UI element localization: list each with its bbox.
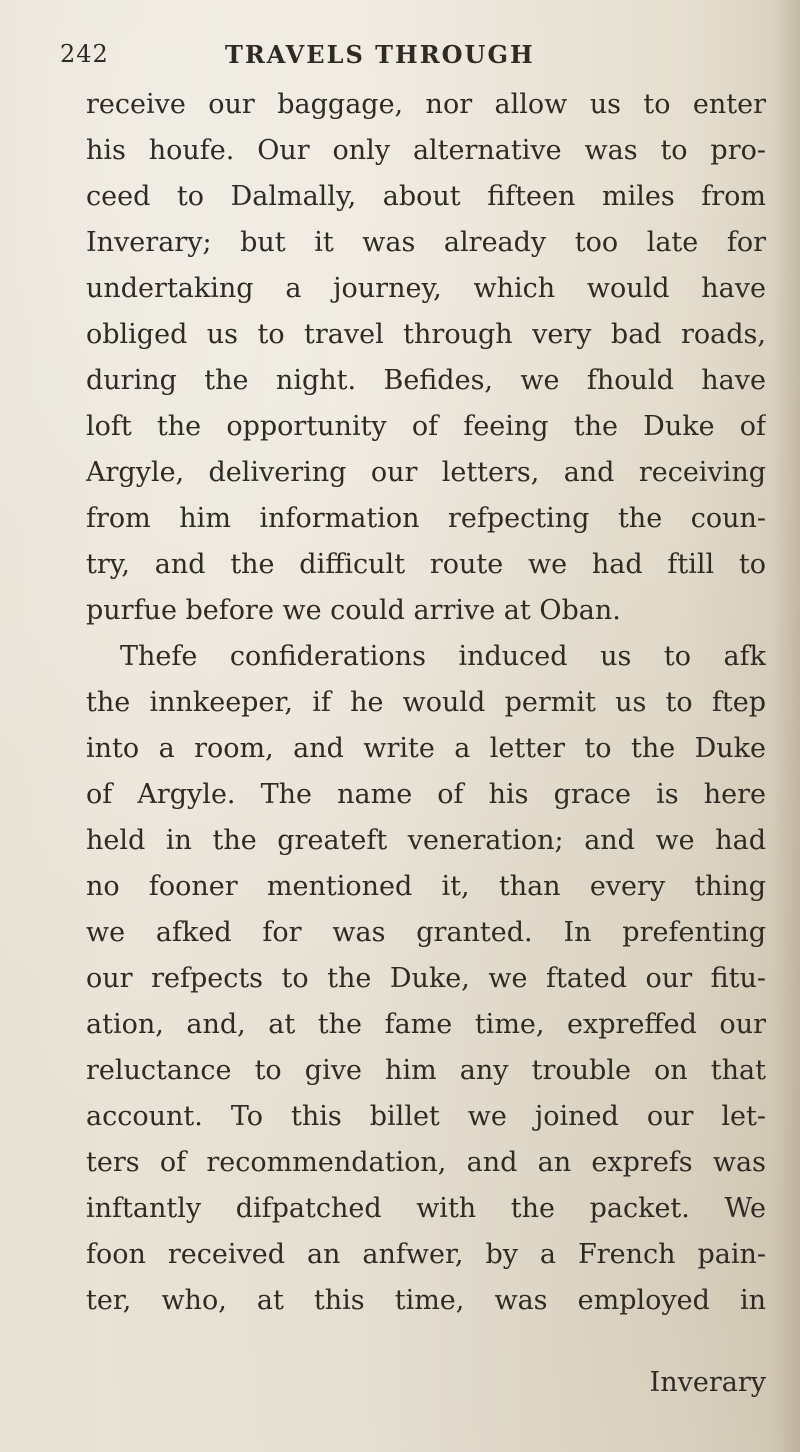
text-line: from him information refpecting the coun- (86, 503, 766, 534)
text-line: during the night. Befides, we fhould have (86, 365, 766, 396)
text-line: obliged us to travel through very bad roads, (86, 319, 766, 350)
paragraph-start-line: Thefe confiderations induced us to afk (120, 641, 766, 672)
text-line: his houfe. Our only alternative was to pro- (86, 135, 766, 166)
text-line: ation, and, at the fame time, expreffed our (86, 1009, 766, 1040)
text-line: receive our baggage, nor allow us to enter (86, 89, 766, 120)
text-line: the innkeeper, if he would permit us to ftep (86, 687, 766, 718)
text-line: held in the greateft veneration; and we had (86, 825, 766, 856)
text-line: Inverary; but it was already too late for (86, 227, 766, 258)
text-line: ceed to Dalmally, about fifteen miles from (86, 181, 766, 212)
page-edge-shadow (772, 0, 800, 1452)
text-line: ter, who, at this time, was employed in (86, 1285, 766, 1316)
catchword: Inverary (649, 1367, 766, 1398)
text-line: reluctance to give him any trouble on that (86, 1055, 766, 1086)
text-line: ters of recommendation, and an exprefs was (86, 1147, 766, 1178)
page-number: 242 (60, 40, 109, 68)
text-line: loft the opportunity of feeing the Duke of (86, 411, 766, 442)
text-line: foon received an anfwer, by a French pain- (86, 1239, 766, 1270)
running-title: TRAVELS THROUGH (225, 40, 535, 69)
catchword-row (86, 1360, 766, 1406)
body-text (86, 82, 766, 1324)
text-line: Argyle, delivering our letters, and receiving (86, 457, 766, 488)
text-line: our refpects to the Duke, we ftated our fitu- (86, 963, 766, 994)
text-line: we afked for was granted. In prefenting (86, 917, 766, 948)
text-line: account. To this billet we joined our let- (86, 1101, 766, 1132)
text-line: inftantly difpatched with the packet. We (86, 1193, 766, 1224)
paragraph-end-line: purfue before we could arrive at Oban. (86, 595, 621, 626)
running-head (60, 40, 760, 76)
text-line: try, and the difficult route we had ftill to (86, 549, 766, 580)
text-line: undertaking a journey, which would have (86, 273, 766, 304)
text-line: no fooner mentioned it, than every thing (86, 871, 766, 902)
text-line: into a room, and write a letter to the Duke (86, 733, 766, 764)
text-line: of Argyle. The name of his grace is here (86, 779, 766, 810)
